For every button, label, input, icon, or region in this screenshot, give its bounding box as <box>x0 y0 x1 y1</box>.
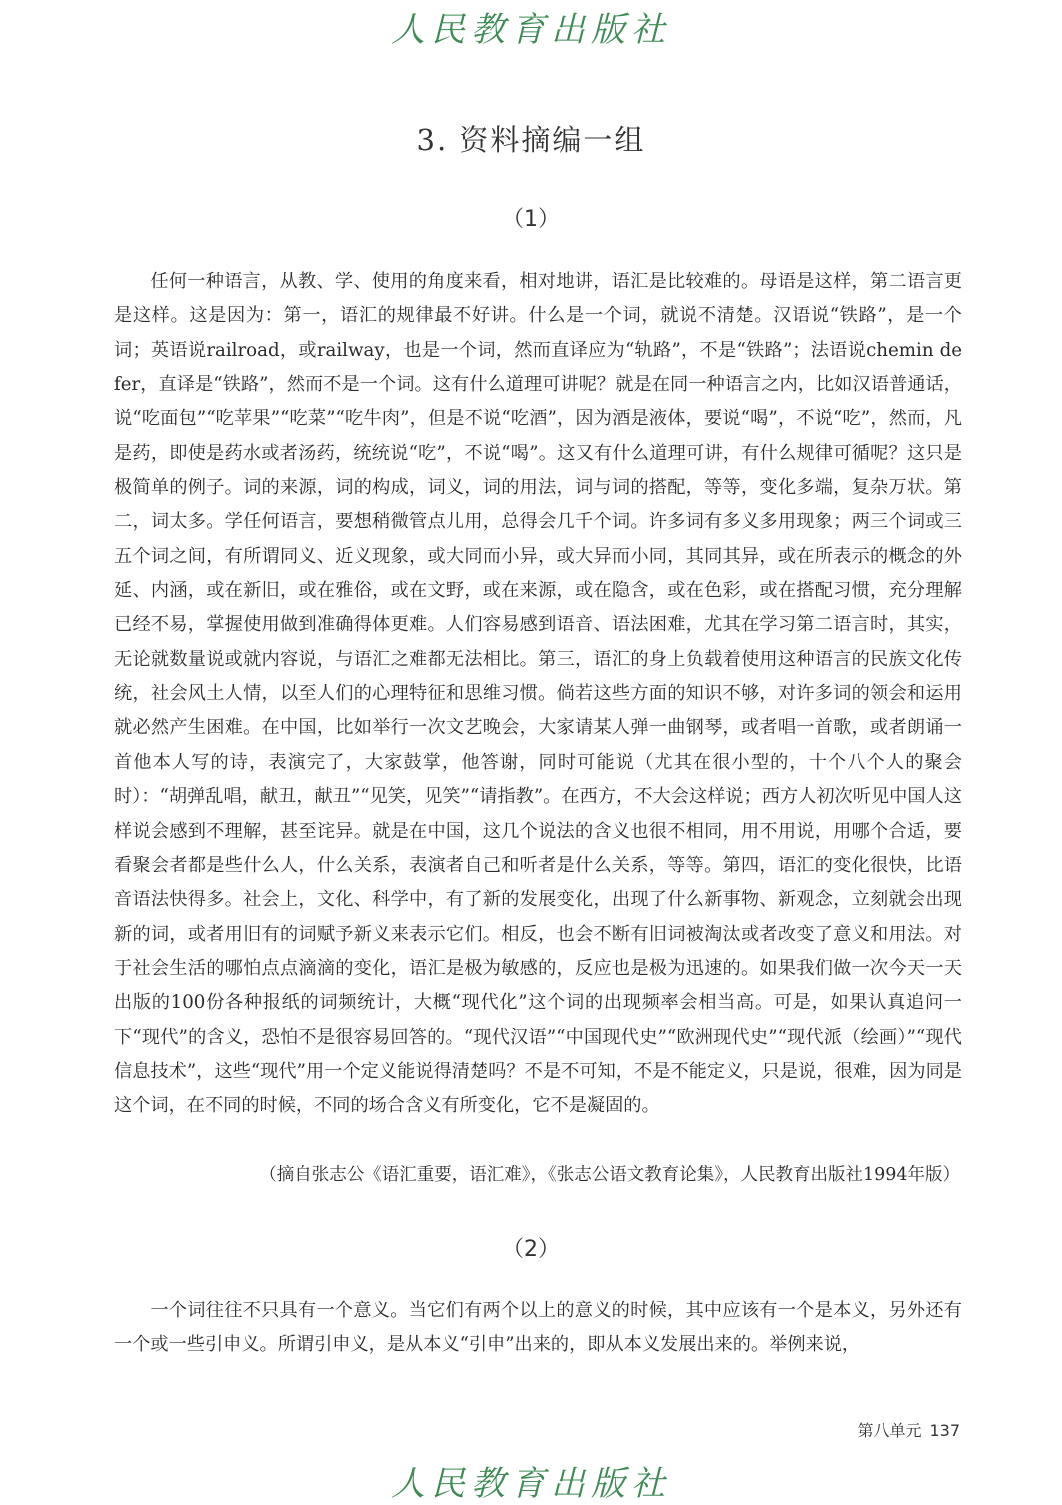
section-2-body: 一个词往往不只具有一个意义。当它们有两个以上的意义的时候，其中应该有一个是本义，另外还有一个或一些引申义。所谓引申义，是从本义“引申”出来的，即从本义发展出来的。举例来说， <box>114 1300 962 1355</box>
publisher-logo-top: 人民教育出版社 <box>391 10 671 50</box>
section-1-body: 任何一种语言，从教、学、使用的角度来看，相对地讲，语汇是比较难的。母语是这样，第二语言更是这样。这是因为：第一，语汇的规律最不好讲。什么是一个词，就说不清楚。汉语说“铁路”，是一个词；英语说railroad，或railway，也是一个词，然而直译应为“轨路”，不是“铁路”；法语说chemin de fer，直译是“铁路”，然而不是一个词。这有什么道理可讲呢？就是在同一种语言之内，比如汉语普通话，说“吃面包”“吃苹果”“吃菜”“吃牛肉”，但是不说“吃酒”，因为酒是液体，要说“喝”，不说“吃”，然而，凡是药，即使是药水或者汤药，统统说“吃”，不说“喝”。这又有什么道理可讲，有什么规律可循呢？这只是极简单的例子。词的来源，词的构成，词义，词的用法，词与词的搭配，等等，变化多端，复杂万状。第二，词太多。学任何语言，要想稍微管点儿用，总得会几千个词。许多词有多义多用现象；两三个词或三五个词之间，有所谓同义、近义现象，或大同而小异，或大异而小同，其同其异，或在所表示的概念的外延、内涵，或在新旧，或在雅俗，或在文野，或在来源，或在隐含，或在色彩，或在搭配习惯，充分理解已经不易，掌握使用做到准确得体更难。人们容易感到语音、语法困难，尤其在学习第二语言时，其实，无论就数量说或就内容说，与语汇之难都无法相比。第三，语汇的身上负载着使用这种语言的民族文化传统，社会风土人情，以至人们的心理特征和思维习惯。倘若这些方面的知识不够，对许多词的领会和运用就必然产生困难。在中国，比如举行一次文艺晚会，大家请某人弹一曲钢琴，或者唱一首歌，或者朗诵一首他本人写的诗，表演完了，大家鼓掌，他答谢，同时可能说（尤其在很小型的，十个八个人的聚会时）：“胡弹乱唱，献丑，献丑”“见笑，见笑”“请指教”。在西方，不大会这样说；西方人初次听见中国人这样说会感到不理解，甚至诧异。就是在中国，这几个说法的含义也很不相同，用不用说，用哪个合适，要看聚会者都是些什么人，什么关系，表演者自己和听者是什么关系，等等。第四，语汇的变化很快，比语音语法快得多。社会上，文化、科学中，有了新的发展变化，出现了什么新事物、新观念，立刻就会出现新的词，或者用旧有的词赋予新义来表示它们。相反，也会不断有旧词被淘汰或者改变了意义和用法。对于社会生活的哪怕点点滴滴的变化，语汇是极为敏感的，反应也是极为迅速的。如果我们做一次今天一天出版的100份各种报纸的词频统计，大概“现代化”这个词的出现频率会相当高。可是，如果认真追问一下“现代”的含义，恐怕不是很容易回答的。“现代汉语”“中国现代史”“欧洲现代史”“现代派（绘画）”“现代信息技术”，这些“现代”用一个定义能说得清楚吗？不是不可知，不是不能定义，只是说，很难，因为同是这个词，在不同的时候，不同的场合含义有所变化，它不是凝固的。 <box>114 271 962 1117</box>
page-number: 137 <box>929 1421 960 1440</box>
unit-label: 第八单元 <box>857 1421 922 1440</box>
page-title: 3. 资料摘编一组 <box>416 123 646 157</box>
page-footer <box>857 1418 960 1441</box>
publisher-logo-bottom: 人民教育出版社 <box>391 1464 671 1504</box>
section-1-source: （摘自张志公《语汇重要，语汇难》，《张志公语文教育论集》，人民教育出版社1994年版） <box>259 1165 960 1185</box>
section-2-number: （2） <box>502 1237 560 1262</box>
section-1-number: （1） <box>502 207 560 232</box>
